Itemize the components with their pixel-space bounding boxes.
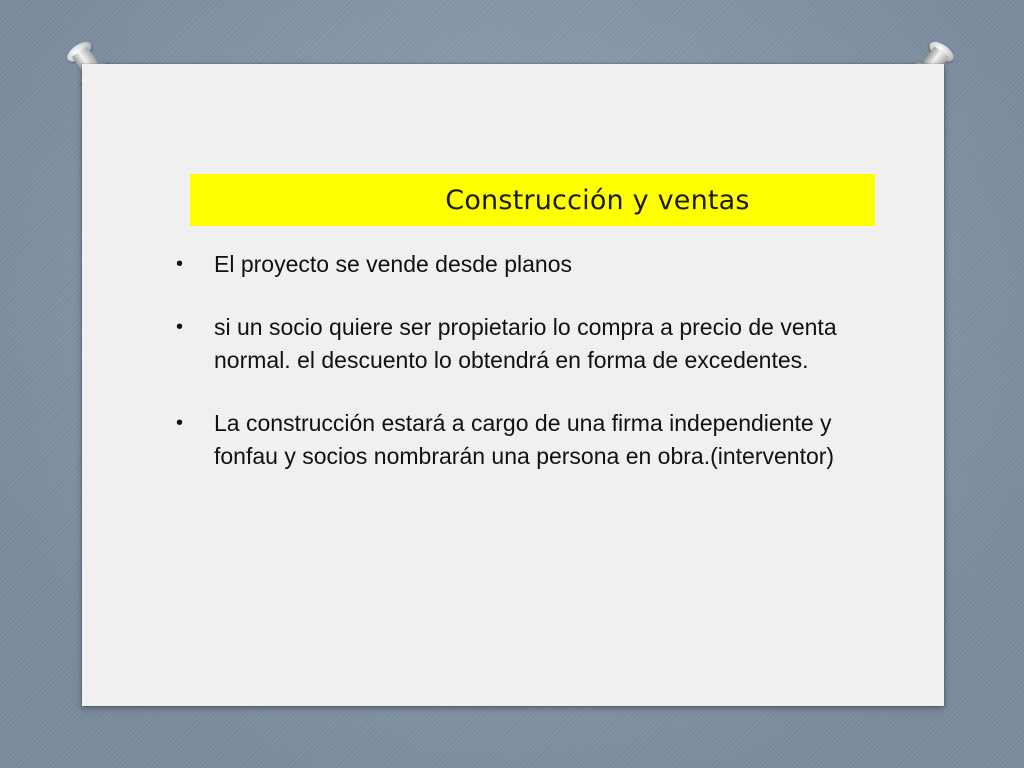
bullet-item <box>172 311 862 377</box>
bullet-item <box>172 407 862 473</box>
bullet-item <box>172 248 862 281</box>
bullet-icon: • <box>176 253 184 275</box>
bullet-text: si un socio quiere ser propietario lo compra a precio de venta normal. el descuento lo obtendrá en forma de excedentes. <box>214 314 837 373</box>
bullet-icon: • <box>176 316 184 338</box>
bullet-text: El proyecto se vende desde planos <box>214 251 573 277</box>
bullet-list <box>172 248 862 503</box>
title-banner <box>190 174 875 226</box>
slide-title: Construcción y ventas <box>445 184 750 216</box>
bullet-icon: • <box>176 412 184 434</box>
bullet-text: La construcción estará a cargo de una firma independiente y fonfau y socios nombrarán una persona en obra.(interventor) <box>214 410 835 469</box>
